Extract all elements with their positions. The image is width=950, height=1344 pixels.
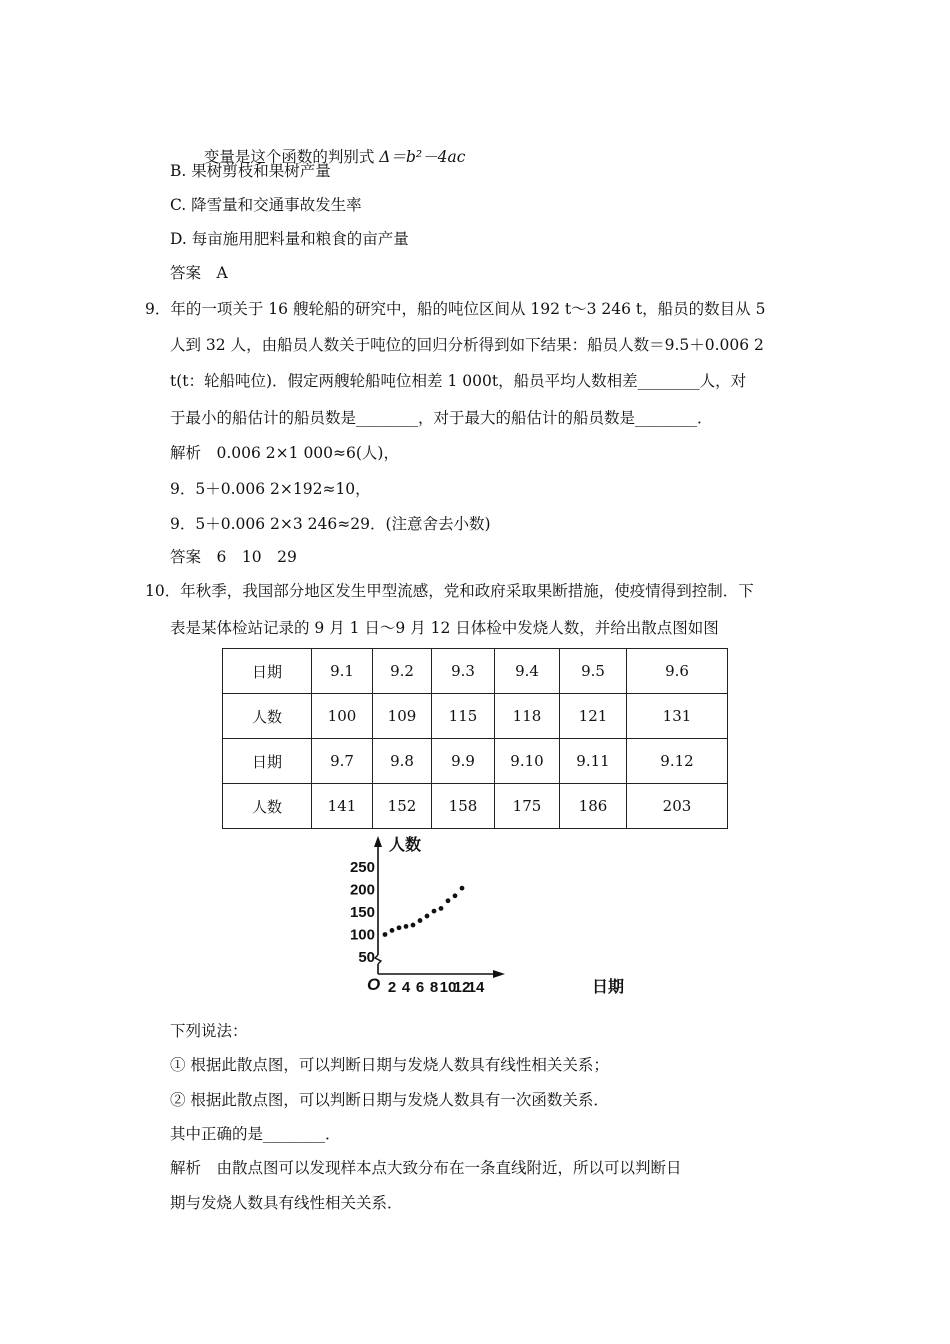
table-cell: 131 — [627, 694, 728, 739]
table-cell: 9.3 — [432, 649, 495, 694]
table-cell: 9.2 — [373, 649, 432, 694]
table-cell: 日期 — [223, 739, 312, 784]
y-tick-label: 50 — [358, 949, 375, 966]
table-row — [223, 739, 728, 784]
x-tick-label: 8 — [429, 979, 439, 996]
table-cell: 100 — [312, 694, 373, 739]
table-cell: 109 — [373, 694, 432, 739]
table-cell: 115 — [432, 694, 495, 739]
data-point — [460, 886, 465, 891]
table-cell: 日期 — [223, 649, 312, 694]
scatter-plot — [340, 832, 640, 1002]
statement-2: ② 根据此散点图，可以判断日期与发烧人数具有一次函数关系． — [170, 1091, 609, 1109]
y-axis-label: 人数 — [389, 837, 422, 854]
y-tick-label: 100 — [349, 926, 375, 944]
option-d: D. 每亩施用肥料量和粮食的亩产量 — [170, 230, 409, 248]
data-point — [383, 932, 388, 937]
fever-data-table — [222, 648, 728, 829]
q10-analysis-1: 解析 由散点图可以发现样本点大致分布在一条直线附近，所以可以判断日 — [170, 1159, 682, 1177]
data-point — [439, 906, 444, 911]
table-cell: 9.9 — [432, 739, 495, 784]
q9-analysis-3: 9．5＋0.006 2×3 246≈29．(注意舍去小数) — [170, 515, 491, 533]
origin-label: O — [367, 975, 381, 994]
q9-line-4: 于最小的船估计的船员数是________，对于最大的船估计的船员数是________． — [170, 409, 713, 427]
table-cell: 9.4 — [495, 649, 560, 694]
table-cell: 121 — [560, 694, 627, 739]
data-point — [397, 925, 402, 930]
x-tick-label: 12 — [453, 979, 471, 996]
x-tick-label: 2 — [387, 979, 397, 996]
x-tick-label: 14 — [467, 979, 485, 996]
option-b: B. 果树剪枝和果树产量 — [170, 162, 331, 180]
q9-line-1: 9．年的一项关于 16 艘轮船的研究中，船的吨位区间从 192 t～3 246 t，船员的数目从 5 — [145, 300, 766, 318]
x-tick-label: 6 — [415, 979, 425, 996]
table-row — [223, 694, 728, 739]
answer-8: 答案 A — [170, 264, 228, 282]
table-cell: 9.11 — [560, 739, 627, 784]
x-tick-label: 4 — [401, 979, 411, 996]
table-cell: 203 — [627, 784, 728, 829]
table-cell: 9.10 — [495, 739, 560, 784]
data-point — [425, 914, 430, 919]
data-point — [446, 898, 451, 903]
table-cell: 152 — [373, 784, 432, 829]
table-cell: 141 — [312, 784, 373, 829]
y-tick-label: 150 — [349, 904, 375, 921]
answer-9: 答案 6 10 29 — [170, 548, 297, 566]
x-axis-arrow — [493, 970, 505, 978]
x-tick-label: 10 — [439, 979, 457, 996]
table-cell: 人数 — [223, 784, 312, 829]
table-cell: 175 — [495, 784, 560, 829]
q9-line-3: t(t：轮船吨位)．假定两艘轮船吨位相差 1 000t，船员平均人数相差________人，对 — [170, 372, 747, 390]
x-axis-label: 日期 — [592, 979, 625, 996]
table-cell: 9.7 — [312, 739, 373, 784]
table-cell: 9.1 — [312, 649, 373, 694]
q10-analysis-2: 期与发烧人数具有线性相关关系． — [170, 1194, 403, 1212]
table-cell: 9.12 — [627, 739, 728, 784]
y-axis-arrow — [374, 836, 382, 847]
data-point — [411, 923, 416, 928]
q10-line-1: 10．年秋季，我国部分地区发生甲型流感，党和政府采取果断措施，使疫情得到控制．下 — [145, 582, 754, 600]
data-point — [390, 928, 395, 933]
option-c: C. 降雪量和交通事故发生率 — [170, 196, 362, 214]
q9-analysis-1: 解析 0.006 2×1 000≈6(人)， — [170, 444, 399, 462]
q10-line-2: 表是某体检站记录的 9 月 1 日～9 月 12 日体检中发烧人数，并给出散点图如图 — [170, 619, 719, 637]
statements-intro: 下列说法： — [170, 1022, 248, 1040]
y-tick-label: 200 — [349, 881, 375, 899]
data-point — [453, 893, 458, 898]
line-1-text: 变量是这个函数的判别式 — [203, 148, 380, 166]
chart-points — [383, 886, 465, 937]
correct-question: 其中正确的是________． — [170, 1125, 341, 1143]
q9-analysis-2: 9．5＋0.006 2×192≈10， — [170, 480, 371, 498]
table-row — [223, 649, 728, 694]
data-point — [404, 924, 409, 929]
table-cell: 9.6 — [627, 649, 728, 694]
table-row — [223, 784, 728, 829]
table-cell: 118 — [495, 694, 560, 739]
data-point — [432, 909, 437, 914]
data-point — [418, 918, 423, 923]
y-tick-label: 250 — [349, 859, 375, 876]
statement-1: ① 根据此散点图，可以判断日期与发烧人数具有线性相关关系； — [170, 1056, 609, 1074]
table-cell: 人数 — [223, 694, 312, 739]
table-cell: 9.8 — [373, 739, 432, 784]
axis-break-mark — [375, 955, 381, 964]
table-cell: 186 — [560, 784, 627, 829]
q9-line-2: 人到 32 人，由船员人数关于吨位的回归分析得到如下结果：船员人数＝9.5＋0.006 2 — [170, 336, 764, 354]
discriminant-formula: Δ＝b²－4ac — [379, 148, 466, 166]
table-cell: 158 — [432, 784, 495, 829]
table-cell: 9.5 — [560, 649, 627, 694]
